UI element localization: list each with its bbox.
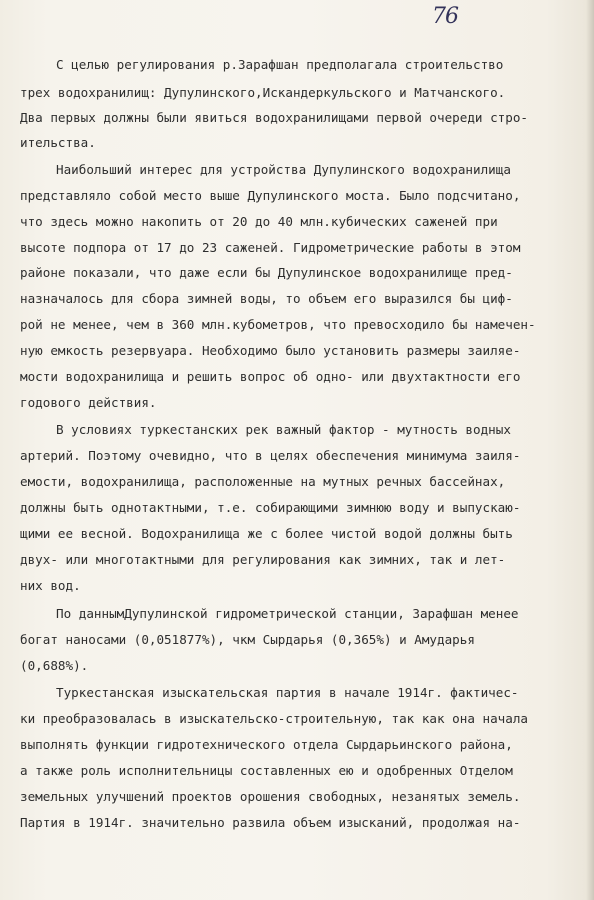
- text-line: Партия в 1914г. значительно развила объем изысканий, продолжая на-: [20, 815, 521, 830]
- text-line: (0,688%).: [20, 658, 89, 673]
- page-edge-shadow: [586, 0, 594, 900]
- text-line: Наибольший интерес для устройства Дупулинского водохранилища: [56, 162, 511, 177]
- text-line: представляло собой место выше Дупулинского моста. Было подсчитано,: [20, 188, 521, 203]
- text-line: что здесь можно накопить от 20 до 40 млн.кубических саженей при: [20, 214, 498, 229]
- text-line: ную емкость резервуара. Необходимо было установить размеры заиляе-: [20, 343, 521, 358]
- text-line: Туркестанская изыскательская партия в начале 1914г. фактичес-: [56, 685, 519, 700]
- text-line: емости, водохранилища, расположенные на мутных речных бассейнах,: [20, 474, 506, 489]
- text-line: а также роль исполнительницы составленных ею и одобренных Отделом: [20, 763, 513, 778]
- text-line: районе показали, что даже если бы Дупулинское водохранилище пред-: [20, 265, 513, 280]
- text-line: щими ее весной. Водохранилища же с более чистой водой должны быть: [20, 526, 513, 541]
- text-line: должны быть однотактными, т.е. собирающими зимнюю воду и выпускаю-: [20, 500, 521, 515]
- text-line: С целью регулирования р.Зарафшан предполагала строительство: [56, 57, 504, 72]
- text-line: земельных улучшений проектов орошения свободных, незанятых земель.: [20, 789, 521, 804]
- text-line: В условиях туркестанских рек важный фактор - мутность водных: [56, 422, 511, 437]
- text-line: двух- или многотактными для регулирования как зимних, так и лет-: [20, 552, 506, 567]
- text-line: годового действия.: [20, 395, 157, 410]
- text-line: трех водохранилищ: Дупулинского,Искандеркульского и Матчанского.: [20, 85, 506, 100]
- text-line: назначалось для сбора зимней воды, то объем его выразился бы циф-: [20, 291, 513, 306]
- text-line: мости водохранилища и решить вопрос об одно- или двухтактности его: [20, 369, 521, 384]
- text-line: высоте подпора от 17 до 23 саженей. Гидрометрические работы в этом: [20, 240, 521, 255]
- text-line: богат наносами (0,051877%), чкм Сырдарья (0,365%) и Амударья: [20, 632, 475, 647]
- text-line: выполнять функции гидротехнического отдела Сырдарьинского района,: [20, 737, 513, 752]
- text-line: Два первых должны были явиться водохранилищами первой очереди стро-: [20, 110, 528, 125]
- text-line: ительства.: [20, 135, 96, 150]
- text-line: артерий. Поэтому очевидно, что в целях обеспечения минимума заиля-: [20, 448, 521, 463]
- page-number: 76: [432, 4, 458, 29]
- text-line: ки преобразовалась в изыскательско-строительную, так как она начала: [20, 711, 528, 726]
- text-line: По даннымДупулинской гидрометрической станции, Зарафшан менее: [56, 606, 519, 621]
- text-line: рой не менее, чем в 360 млн.кубометров, что превосходило бы намечен-: [20, 317, 536, 332]
- text-line: них вод.: [20, 578, 81, 593]
